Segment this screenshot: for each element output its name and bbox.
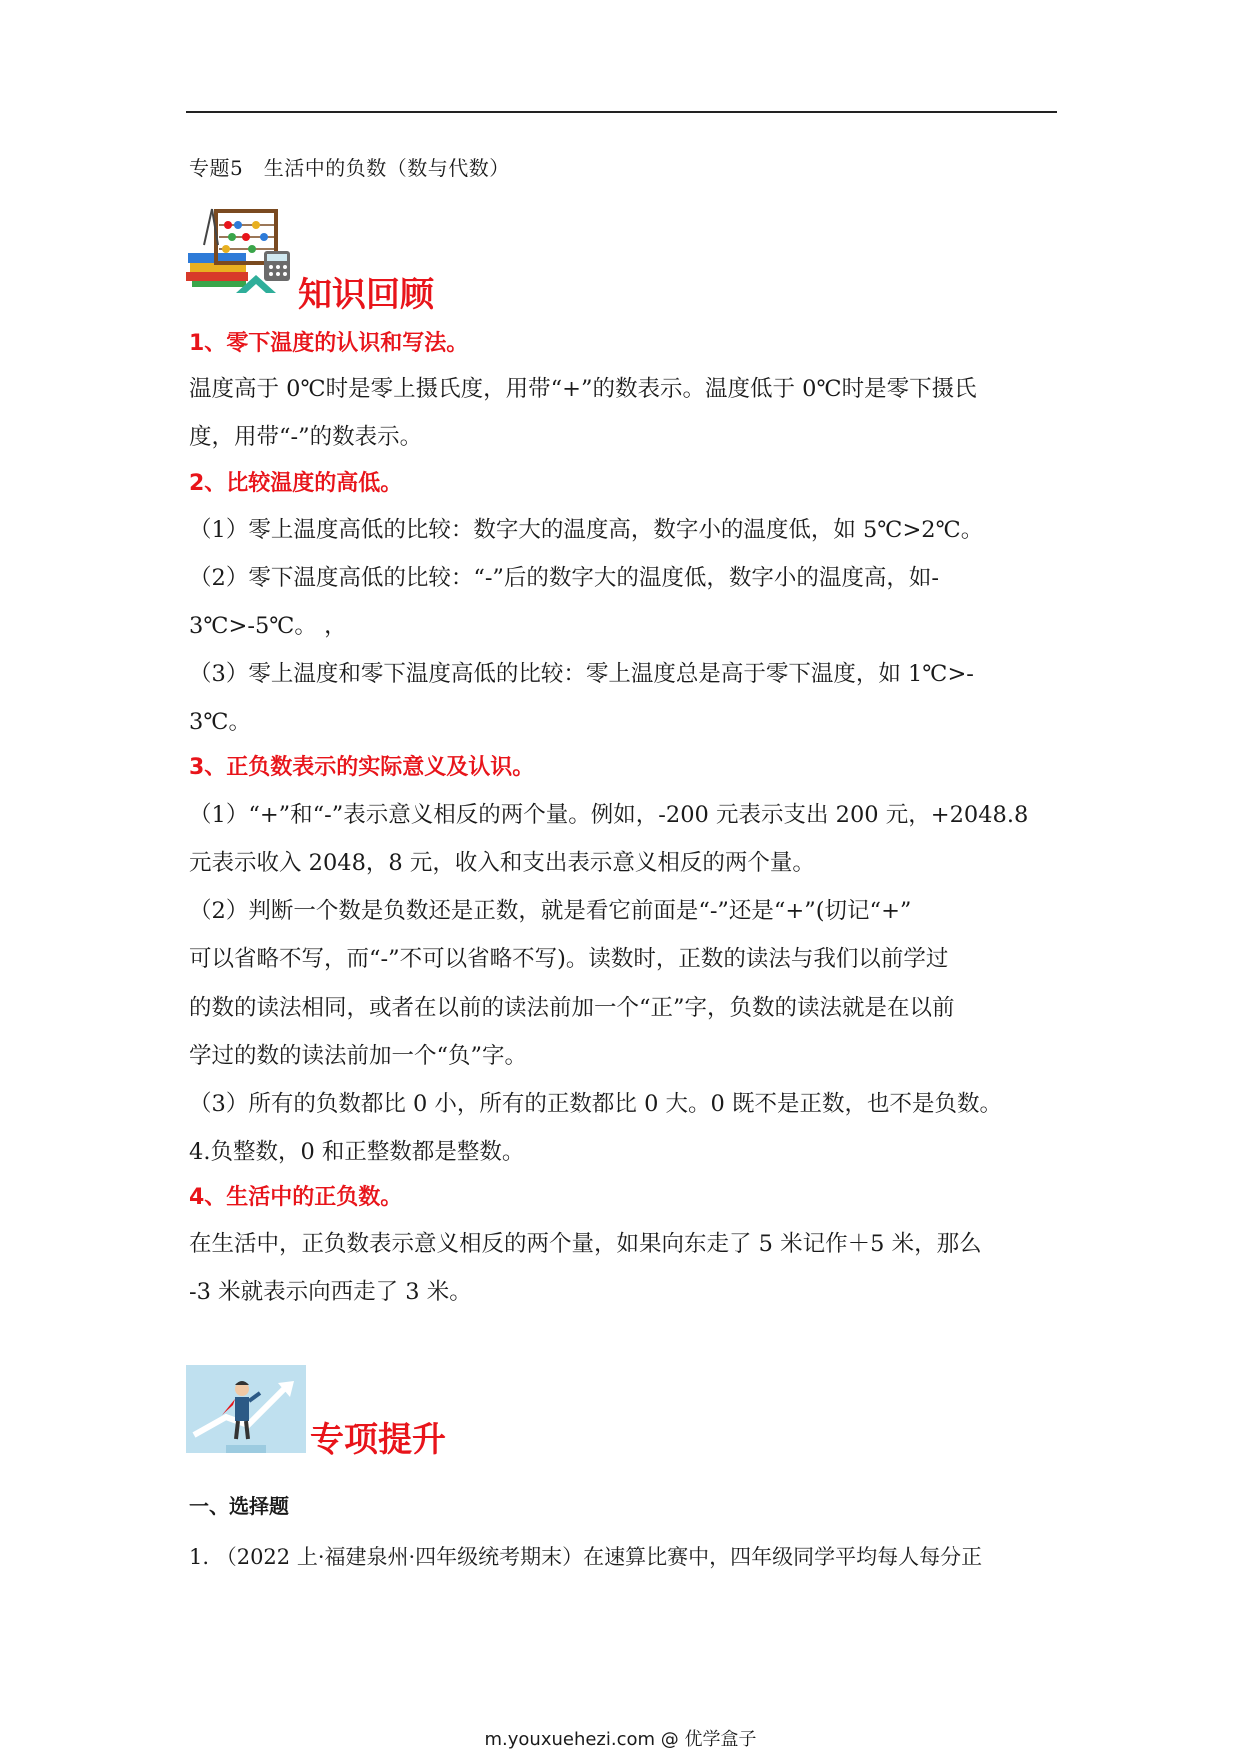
topic-title: 专题5 生活中的负数（数与代数） — [189, 156, 510, 180]
section-title-improvement: 专项提升 — [310, 1420, 446, 1460]
footer-url[interactable]: m.youxuehezi.com @ 优学盒子 — [484, 1729, 757, 1750]
section-knowledge-review — [186, 205, 446, 315]
text-line: 3℃。 — [189, 709, 251, 735]
heading-3: 3、正负数表示的实际意义及认识。 — [189, 755, 535, 780]
abacus-books-icon — [186, 205, 296, 295]
text-line: 元表示收入 2048，8 元，收入和支出表示意义相反的两个量。 — [189, 850, 815, 876]
text-line: 可以省略不写，而“-”不可以省略不写)。读数时，正数的读法与我们以前学过 — [189, 946, 949, 972]
text-line: 4.负整数，0 和正整数都是整数。 — [189, 1139, 525, 1165]
section-title-review: 知识回顾 — [298, 275, 434, 315]
text-line: （1）“+”和“-”表示意义相反的两个量。例如，-200 元表示支出 200 元，+2048.8 — [189, 802, 1029, 828]
text-line: 在生活中，正负数表示意义相反的两个量，如果向东走了 5 米记作＋5 米，那么 — [189, 1231, 982, 1257]
text-line: 度，用带“-”的数表示。 — [189, 424, 423, 450]
text-line: 的数的读法相同，或者在以前的读法前加一个“正”字，负数的读法就是在以前 — [189, 995, 955, 1021]
text-line: （2）判断一个数是负数还是正数，就是看它前面是“-”还是“+”(切记“+” — [189, 898, 912, 924]
text-line: （2）零下温度高低的比较：“-”后的数字大的温度低，数字小的温度高，如- — [189, 565, 940, 591]
heading-1: 1、零下温度的认识和写法。 — [189, 331, 469, 356]
text-line: -3 米就表示向西走了 3 米。 — [189, 1279, 472, 1305]
text-line: 学过的数的读法前加一个“负”字。 — [189, 1043, 528, 1069]
section-special-improvement — [186, 1365, 486, 1465]
text-line: （3）所有的负数都比 0 小，所有的正数都比 0 大。0 既不是正数，也不是负数。 — [189, 1091, 1003, 1117]
growth-person-icon — [186, 1365, 306, 1453]
exercise-heading: 一、选择题 — [189, 1494, 289, 1518]
text-line: （1）零上温度高低的比较：数字大的温度高，数字小的温度低，如 5℃>2℃。 — [189, 517, 984, 543]
text-line: （3）零上温度和零下温度高低的比较：零上温度总是高于零下温度，如 1℃>- — [189, 661, 974, 687]
text-line: 3℃>-5℃。 ， — [189, 613, 347, 639]
heading-2: 2、比较温度的高低。 — [189, 471, 403, 496]
question-1: 1. （2022 上·福建泉州·四年级统考期末）在速算比赛中，四年级同学平均每人每分正 — [189, 1545, 983, 1569]
header-rule — [186, 111, 1057, 113]
text-line: 温度高于 0℃时是零上摄氏度，用带“+”的数表示。温度低于 0℃时是零下摄氏 — [189, 376, 977, 402]
heading-4: 4、生活中的正负数。 — [189, 1185, 403, 1210]
